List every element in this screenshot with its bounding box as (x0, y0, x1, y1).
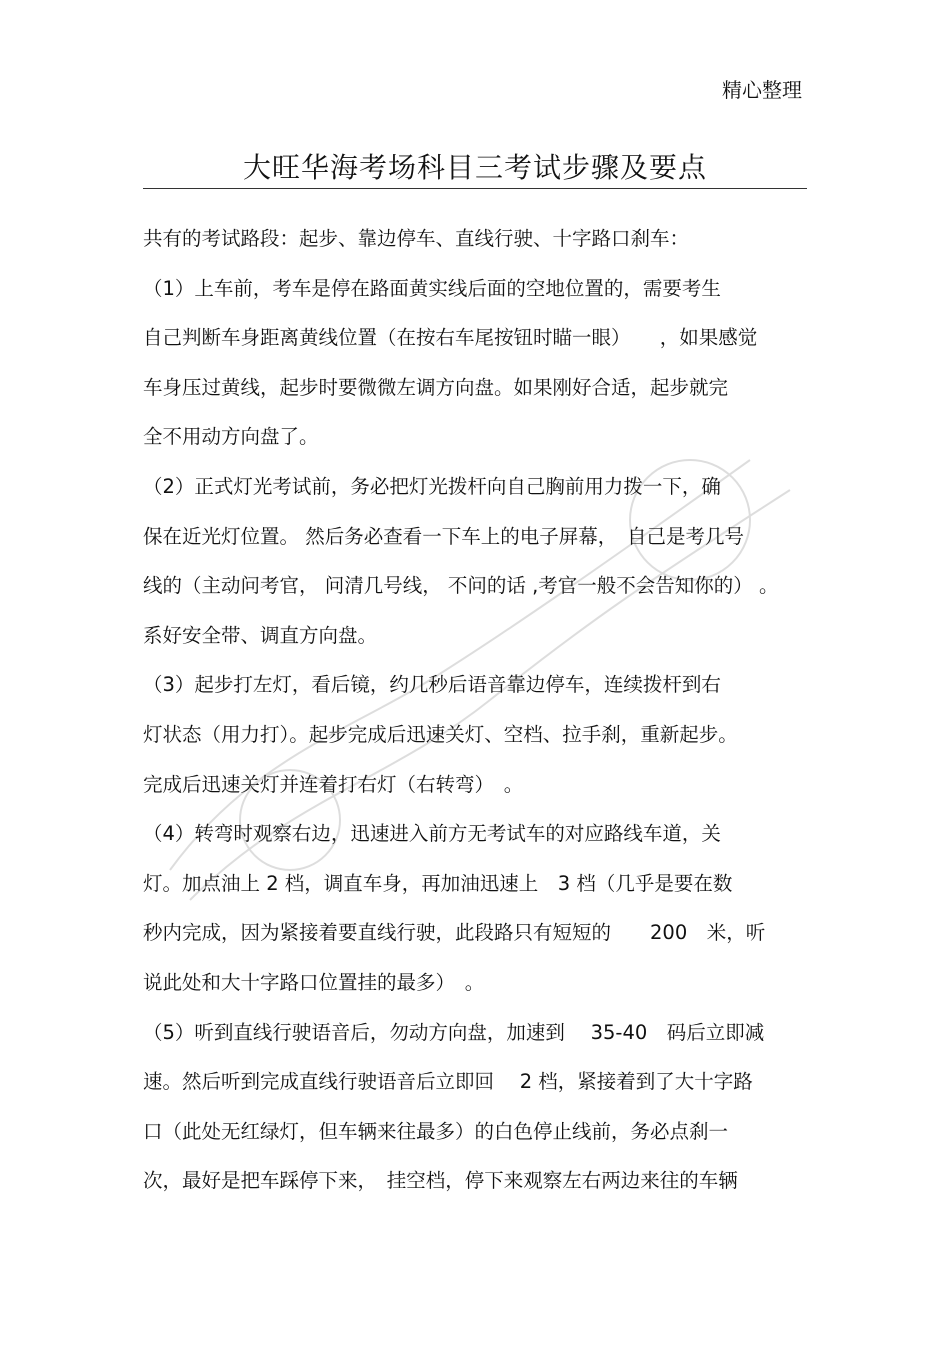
text-line: （3）起步打左灯，看后镜，约几秒后语音靠边停车，连续拨杆到右 (143, 673, 721, 697)
document-body (143, 222, 823, 1214)
text-line: 保在近光灯位置。 然后务必查看一下车上的电子屏幕， 自己是考几号 (143, 524, 744, 548)
text-line: 次，最好是把车踩停下来， 挂空档，停下来观察左右两边来往的车辆 (143, 1169, 738, 1193)
text-line: （1）上车前，考车是停在路面黄实线后面的空地位置的，需要考生 (143, 276, 721, 300)
text-line: 完成后迅速关灯并连着打右灯（右转弯） 。 (143, 772, 524, 796)
text-line: 系好安全带、调直方向盘。 (143, 623, 378, 647)
header-note: 精心整理 (722, 78, 802, 102)
text-line: 灯。加点油上 2 档，调直车身，再加油迅速上 3 档（几乎是要在数 (143, 871, 733, 895)
text-line: 灯状态（用力打）。起步完成后迅速关灯、空档、拉手刹，重新起步。 (143, 722, 738, 746)
text-line: 车身压过黄线，起步时要微微左调方向盘。如果刚好合适，起步就完 (143, 375, 729, 399)
text-line: 速。然后听到完成直线行驶语音后立即回 2 档，紧接着到了大十字路 (143, 1070, 753, 1094)
text-line: 线的（主动问考官， 问清几号线， 不问的话 ,考官一般不会告知你的） 。 (143, 574, 779, 598)
text-line: 口（此处无红绿灯，但车辆来往最多）的白色停止线前，务必点刹一 (143, 1119, 729, 1143)
text-line: 共有的考试路段：起步、靠边停车、直线行驶、十字路口刹车： (143, 227, 690, 250)
title-underline (143, 188, 807, 189)
text-line: （4）转弯时观察右边，迅速进入前方无考试车的对应路线车道，关 (143, 822, 721, 846)
text-line: 全不用动方向盘了。 (143, 425, 319, 449)
text-line: （5）听到直线行驶语音后，勿动方向盘，加速到 35-40 码后立即减 (143, 1020, 765, 1044)
text-line: 秒内完成，因为紧接着要直线行驶，此段路只有短短的 200 米，听 (143, 921, 766, 945)
text-line: 说此处和大十字路口位置挂的最多） 。 (143, 970, 485, 994)
page-title: 大旺华海考场科目三考试步骤及要点 (242, 151, 707, 184)
text-line: 自己判断车身距离黄线位置（在按右车尾按钮时瞄一眼） ，如果感觉 (143, 326, 758, 350)
text-line: （2）正式灯光考试前，务必把灯光拨杆向自己胸前用力拨一下，确 (143, 474, 721, 498)
